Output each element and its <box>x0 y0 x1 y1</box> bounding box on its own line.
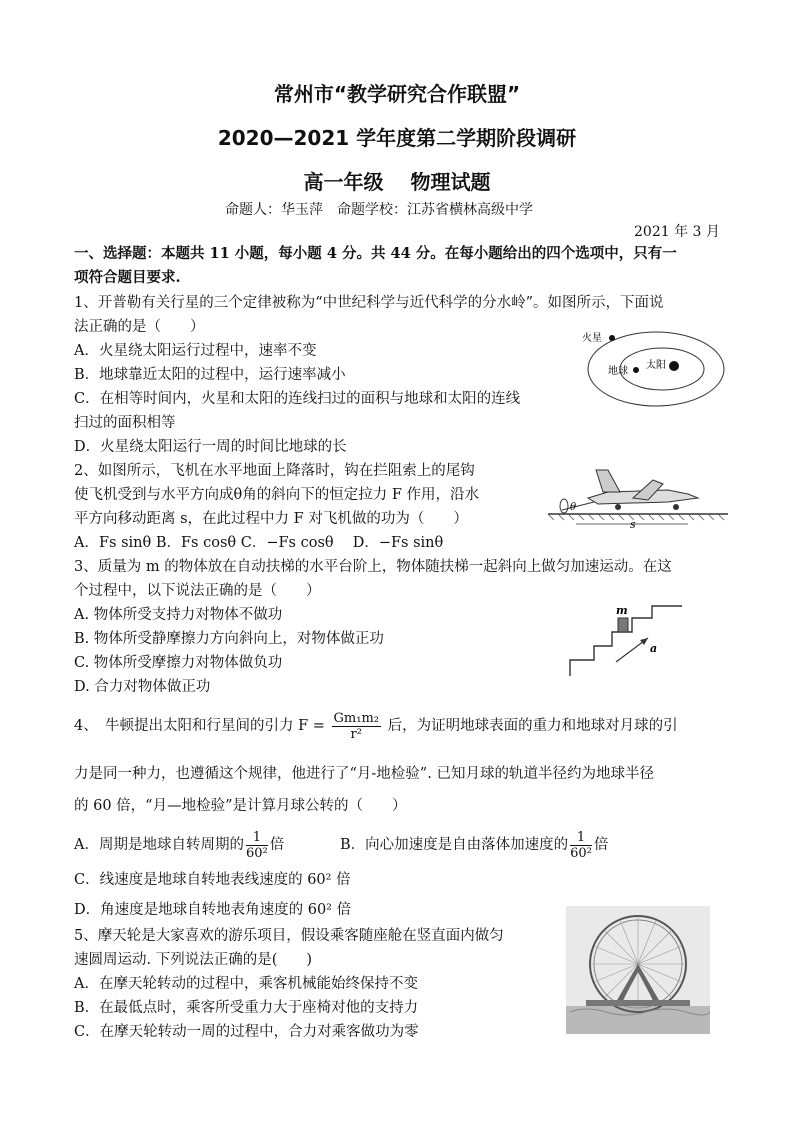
q3-option-a: A. 物体所受支持力对物体不做功 <box>74 607 283 623</box>
q1-option-a: A．火星绕太阳运行过程中，速率不变 <box>74 343 317 359</box>
formula-numerator: Gm₁m₂ <box>333 710 379 726</box>
q4-stem-post: 后，为证明地球表面的重力和地球对月球的引 <box>387 718 678 734</box>
fraction-a <box>246 830 268 861</box>
fraction-b-num: 1 <box>570 830 592 846</box>
q4-b-suffix: 倍 <box>593 837 609 853</box>
q2-stem-cont: 使飞机受到与水平方向成θ角的斜向下的恒定拉力 F 作用，沿水 <box>74 487 480 503</box>
author-line: 命题人：华玉萍 命题学校：江苏省横林高级中学 <box>225 202 533 218</box>
formula-denominator: r² <box>350 726 362 742</box>
q1-option-c-cont: 扫过的面积相等 <box>74 415 176 431</box>
q4-option-c: C．线速度是地球自转地表线速度的 60² 倍 <box>74 872 351 888</box>
ferris-wheel-photo <box>566 906 710 1034</box>
q4-b-text: B．向心加速度是自由落体加速度的 <box>340 837 569 853</box>
q1-stem: 1、开普勒有关行星的三个定律被称为“中世纪科学与近代科学的分水岭”。如图所示，下面说 <box>74 295 664 311</box>
a-label: a <box>650 642 658 655</box>
q4-stem-cont: 力是同一种力，也遵循这个规律，他进行了“月-地检验”. 已知月球的轨道半径约为地球半径 <box>74 766 654 782</box>
s-label: s <box>630 518 636 530</box>
q5-stem: 5、摩天轮是大家喜欢的游乐项目，假设乘客随座舱在竖直面内做匀 <box>74 928 504 944</box>
airplane-figure <box>548 462 728 530</box>
q5-option-c: C．在摩天轮转动一周的过程中，合力对乘客做功为零 <box>74 1024 419 1040</box>
q4-option-d: D．角速度是地球自转地表角速度的 60² 倍 <box>74 902 352 918</box>
q4-a-suffix: 倍 <box>269 837 285 853</box>
subject-title: 高一年级 物理试题 <box>303 170 491 194</box>
q2-stem: 2、如图所示，飞机在水平地面上降落时，钩在拦阻索上的尾钩 <box>74 463 475 479</box>
mars-dot <box>609 335 615 341</box>
q3-stem: 3、质量为 m 的物体放在自动扶梯的水平台阶上，物体随扶梯一起斜向上做匀加速运动。在这 <box>74 559 672 575</box>
q4-option-a <box>74 828 284 862</box>
theta-label: θ <box>570 502 577 513</box>
exam-title: 2020—2021 学年度第二学期阶段调研 <box>217 126 577 150</box>
gravity-formula <box>332 711 381 742</box>
section-heading: 一、选择题：本题共 11 小题，每小题 4 分。共 44 分。在每小题给出的四个选项中，只有一 <box>74 245 677 262</box>
school-title: 常州市“教学研究合作联盟” <box>273 82 521 106</box>
section-heading-cont: 项符合题目要求. <box>74 269 181 286</box>
exam-date: 2021 年 3 月 <box>634 224 720 240</box>
fraction-b-den: 60² <box>570 845 592 861</box>
earth-dot <box>633 367 639 373</box>
q5-option-b: B．在最低点时，乘客所受重力大于座椅对他的支持力 <box>74 1000 419 1016</box>
fraction-b <box>570 830 592 861</box>
q4-stem <box>74 710 678 742</box>
q2-options: A．Fs sinθ B．Fs cosθ C．−Fs cosθ D．−Fs sinθ <box>74 535 444 551</box>
fraction-a-num: 1 <box>246 830 268 846</box>
fraction-a-den: 60² <box>245 845 268 861</box>
q4-stem-pre: 4、 牛顿提出太阳和行星间的引力 F = <box>74 718 325 734</box>
mars-label: 火星 <box>582 333 602 344</box>
q1-option-c: C．在相等时间内，火星和太阳的连线扫过的面积与地球和太阳的连线 <box>74 391 521 407</box>
q3-option-c: C. 物体所受摩擦力对物体做负功 <box>74 655 283 671</box>
q2-stem-cont2: 平方向移动距离 s，在此过程中力 F 对飞机做的功为（ ） <box>74 511 468 527</box>
sun-dot <box>669 361 679 371</box>
escalator-figure <box>566 600 686 680</box>
earth-label: 地球 <box>608 366 628 377</box>
q5-stem-cont: 速圆周运动. 下列说法正确的是( ) <box>74 952 313 968</box>
q1-option-b: B．地球靠近太阳的过程中，运行速率减小 <box>74 367 346 383</box>
block-m <box>618 618 628 632</box>
q3-option-d: D. 合力对物体做正功 <box>74 679 211 695</box>
q3-stem-cont: 个过程中，以下说法正确的是（ ） <box>74 583 321 599</box>
q5-option-a: A．在摩天轮转动的过程中，乘客机械能始终保持不变 <box>74 976 418 992</box>
m-label: m <box>616 604 628 617</box>
q1-option-d: D．火星绕太阳运行一周的时间比地球的长 <box>74 439 347 455</box>
sun-label: 太阳 <box>646 360 666 371</box>
orbit-figure <box>578 322 728 412</box>
q4-a-text: A．周期是地球自转周期的 <box>74 837 244 853</box>
q1-stem-cont: 法正确的是（ ） <box>74 319 205 335</box>
q4-stem-cont2: 的 60 倍，“月—地检验”是计算月球公转的（ ） <box>74 798 407 814</box>
q4-option-b <box>340 828 608 862</box>
q3-option-b: B. 物体所受静摩擦力方向斜向上，对物体做正功 <box>74 631 384 647</box>
